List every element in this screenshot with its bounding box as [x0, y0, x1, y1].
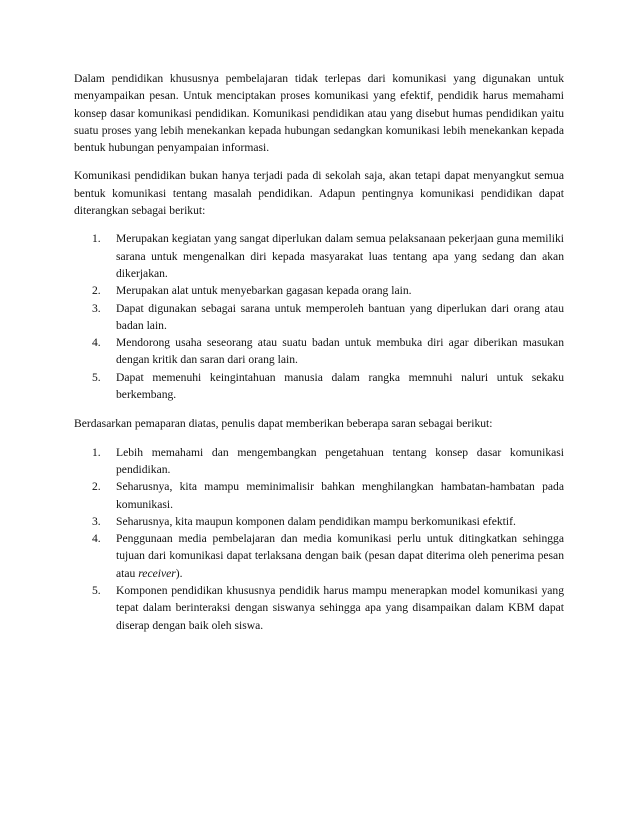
- list-number: 4.: [92, 532, 101, 546]
- list-number: 3.: [92, 514, 101, 528]
- list-item-text: Mendorong usaha seseorang atau suatu badan untuk membuka diri agar diberikan masukan dengan kritik dan saran dari orang lain.: [116, 336, 564, 367]
- suggestions-list: [74, 444, 564, 634]
- list-item-text: Dapat digunakan sebagai sarana untuk memperoleh bantuan yang diperlukan dari orang atau badan lain.: [116, 301, 564, 332]
- list-number: 1.: [92, 445, 101, 459]
- italic-term: receiver: [138, 566, 176, 580]
- paragraph-importance: Komunikasi pendidikan bukan hanya terjadi pada di sekolah saja, akan tetapi dapat menyangkut semua bentuk komunikasi tentang masalah pendidikan. Adapun pentingnya komunikasi pendidikan dapat diterangkan sebagai berikut:: [74, 169, 564, 218]
- list-number: 4.: [92, 336, 101, 350]
- importance-list: [74, 230, 564, 403]
- list-item-text: Komponen pendidikan khususnya pendidik harus mampu menerapkan model komunikasi yang tepat dalam berinteraksi dengan siswanya sehingga apa yang disampaikan dalam KBM dapat diserap dengan baik oleh siswa.: [116, 584, 564, 632]
- paragraph-intro: Dalam pendidikan khususnya pembelajaran tidak terlepas dari komunikasi yang digunakan untuk menyampaikan pesan. Untuk menciptakan proses komunikasi yang efektif, pendidik harus memahami konsep dasar komunikasi pendidikan. Komunikasi pendidikan atau yang disebut humas pendidikan yaitu suatu proses yang lebih menekankan kepada hubungan sedangkan komunikasi lebih menekankan kepada bentuk hubungan penyampaian informasi.: [74, 72, 564, 155]
- list-item: [92, 300, 564, 335]
- list-item: [92, 513, 564, 530]
- list-number: 3.: [92, 301, 101, 315]
- list-number: 5.: [92, 584, 101, 598]
- list-item-text: Seharusnya, kita maupun komponen dalam pendidikan mampu berkomunikasi efektif.: [116, 514, 516, 528]
- list-item-text: [116, 532, 564, 580]
- list-item: [92, 444, 564, 479]
- list-item: [92, 582, 564, 634]
- list-number: 2.: [92, 284, 101, 298]
- list-item-text-plain: ).: [175, 566, 183, 580]
- list-number: 5.: [92, 370, 101, 384]
- list-item: [92, 530, 564, 582]
- list-item: [92, 334, 564, 369]
- list-item-text: Merupakan kegiatan yang sangat diperlukan dalam semua pelaksanaan pekerjaan guna memiliki sarana untuk mengenalkan diri kepada masyarakat luas tentang apa yang sedang dan akan dikerjakan.: [116, 232, 564, 280]
- list-item-text: Dapat memenuhi keingintahuan manusia dalam rangka memnuhi naluri untuk sekaku berkembang.: [116, 370, 564, 402]
- list-number: 1.: [92, 232, 101, 246]
- list-item-text-plain: Penggunaan media pembelajaran dan media komunikasi perlu untuk ditingkatkan sehingga tujuan dari komunikasi dapat terlaksana dengan baik (pesan dapat diterima oleh penerima pesan atau: [116, 532, 564, 580]
- document-page: [74, 70, 564, 646]
- list-item: [92, 282, 564, 299]
- list-item: [92, 369, 564, 404]
- list-item: [92, 478, 564, 513]
- list-item: [92, 230, 564, 282]
- list-item-text: Merupakan alat untuk menyebarkan gagasan kepada orang lain.: [116, 284, 412, 298]
- list-number: 2.: [92, 480, 101, 494]
- list-item-text: Lebih memahami dan mengembangkan pengetahuan tentang konsep dasar komunikasi pendidikan.: [116, 445, 564, 476]
- paragraph-suggestions: Berdasarkan pemaparan diatas, penulis dapat memberikan beberapa saran sebagai berikut:: [74, 417, 493, 431]
- list-item-text: Seharusnya, kita mampu meminimalisir bahkan menghilangkan hambatan-hambatan pada komunikasi.: [116, 480, 564, 511]
